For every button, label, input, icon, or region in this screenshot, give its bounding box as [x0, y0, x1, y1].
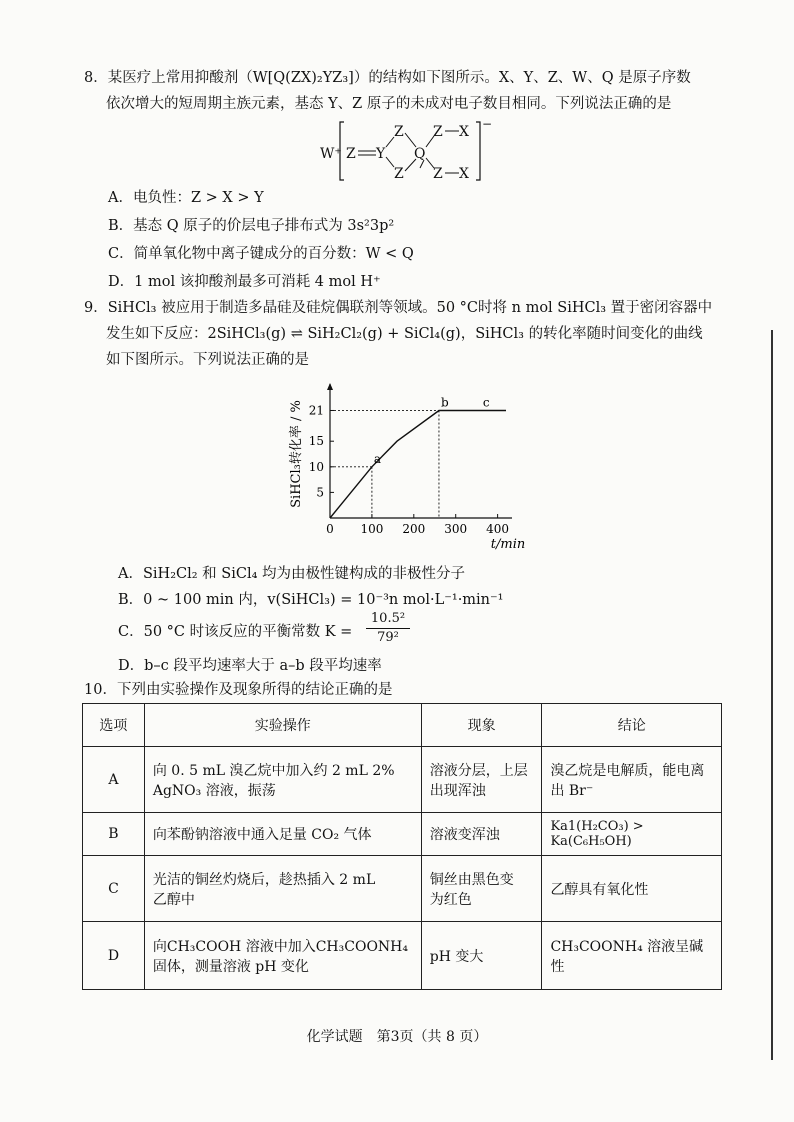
x-axis-label: t/min: [490, 537, 526, 550]
x-tick-label: 200: [402, 522, 426, 536]
header-option: 选项: [83, 704, 145, 747]
row-operation: 光洁的铜丝灼烧后，趁热插入 2 mL 乙醇中: [144, 856, 421, 922]
atom-x1: X: [459, 124, 469, 140]
q8-option-a: A．电负性：Z > X > Y: [108, 190, 264, 206]
fraction-denominator: 79²: [377, 630, 399, 645]
row-key: C: [83, 856, 145, 922]
atom-z2: Z: [394, 124, 404, 140]
header-conclusion: 结论: [542, 704, 722, 747]
header-phenomenon: 现象: [421, 704, 542, 747]
conversion-curve: [330, 411, 506, 519]
conversion-chart: [282, 378, 532, 550]
q9-option-c: C．50 °C 时该反应的平衡常数 K =: [118, 624, 353, 640]
q8-option-c: C．简单氧化物中离子键成分的百分数：W < Q: [108, 246, 414, 262]
point-label-a: a: [373, 451, 382, 466]
x-tick-label: 400: [486, 522, 510, 536]
structure-cation: W⁺: [320, 146, 342, 162]
row-operation: 向 0. 5 mL 溴乙烷中加入约 2 mL 2% AgNO₃ 溶液，振荡: [144, 747, 421, 813]
q9-stem-line1: 9．SiHCl₃ 被应用于制造多晶硅及硅烷偶联剂等领域。50 °C时将 n mol SiHCl₃ 置于密闭容器中: [84, 300, 713, 316]
table-header-row: [83, 704, 722, 747]
table-row: [83, 856, 722, 922]
q9-option-d: D．b–c 段平均速率大于 a–b 段平均速率: [118, 658, 382, 674]
q9-stem-line3: 如下图所示。下列说法正确的是: [106, 352, 309, 368]
q8-structure-diagram: [318, 118, 493, 186]
experiment-table: [82, 703, 722, 990]
row-conclusion: Ka1(H₂CO₃) > Ka(C₆H₅OH): [542, 813, 722, 856]
row-key: D: [83, 922, 145, 990]
y-tick-label: 10: [308, 459, 324, 474]
row-key: B: [83, 813, 145, 856]
y-tick-label: 5: [316, 485, 324, 500]
row-phenomenon: pH 变大: [421, 922, 542, 990]
q9-option-b: B．0 ~ 100 min 内，v(SiHCl₃) = 10⁻³n mol·L⁻¹·min⁻¹: [118, 592, 504, 608]
y-axis-arrow: [327, 383, 333, 390]
x-tick-label: 300: [444, 522, 468, 536]
point-label-c: c: [482, 395, 490, 410]
q8-option-b: B．基态 Q 原子的价层电子排布式为 3s²3p²: [108, 218, 395, 234]
q8-stem-line2: 依次增大的短周期主族元素，基态 Y、Z 原子的未成对电子数目相同。下列说法正确的是: [106, 96, 672, 112]
row-conclusion: CH₃COONH₄ 溶液呈碱性: [542, 922, 722, 990]
atom-q: Q: [414, 146, 426, 162]
row-operation: 向苯酚钠溶液中通入足量 CO₂ 气体: [144, 813, 421, 856]
q9-stem-line2: 发生如下反应：2SiHCl₃(g) ⇌ SiH₂Cl₂(g) + SiCl₄(g)，SiHCl₃ 的转化率随时间变化的曲线: [106, 326, 703, 342]
row-key: A: [83, 747, 145, 813]
table-row: [83, 747, 722, 813]
q8-option-d: D．1 mol 该抑酸剂最多可消耗 4 mol H⁺: [108, 274, 381, 290]
table-row: [83, 813, 722, 856]
atom-z1: Z: [346, 146, 356, 162]
row-operation: 向CH₃COOH 溶液中加入CH₃COONH₄ 固体，测量溶液 pH 变化: [144, 922, 421, 990]
atom-x2: X: [459, 166, 469, 182]
y-axis-label: SiHCl₃转化率 / %: [289, 400, 304, 508]
x-tick-label: 100: [360, 522, 384, 536]
q9-option-a: A．SiH₂Cl₂ 和 SiCl₄ 均为由极性键构成的非极性分子: [118, 566, 465, 582]
header-operation: 实验操作: [144, 704, 421, 747]
fraction-numerator: 10.5²: [366, 610, 410, 629]
atom-z4: Z: [433, 124, 443, 140]
y-tick-label: 15: [308, 434, 324, 449]
point-label-b: b: [440, 395, 449, 410]
equilibrium-fraction: [366, 610, 410, 647]
atom-z5: Z: [433, 166, 443, 182]
structure-charge: −: [482, 118, 493, 131]
y-tick-label: 21: [308, 403, 324, 418]
row-phenomenon: 溶液分层，上层 出现浑浊: [421, 747, 542, 813]
row-conclusion: 乙醇具有氧化性: [542, 856, 722, 922]
atom-z3: Z: [394, 166, 404, 182]
row-phenomenon: 铜丝由黑色变 为红色: [421, 856, 542, 922]
row-phenomenon: 溶液变浑浊: [421, 813, 542, 856]
binding-margin-line: [771, 330, 773, 1060]
q8-stem-line1: 8．某医疗上常用抑酸剂（W[Q(ZX)₂YZ₃]）的结构如下图所示。X、Y、Z、W、Q 是原子序数: [84, 70, 691, 86]
x-tick-label: 0: [326, 522, 334, 536]
atom-y: Y: [376, 146, 386, 162]
q10-stem: 10．下列由实验操作及现象所得的结论正确的是: [84, 682, 393, 698]
table-row: [83, 922, 722, 990]
row-conclusion: 溴乙烷是电解质，能电离 出 Br⁻: [542, 747, 722, 813]
page-footer: 化学试题 第3页（共 8 页）: [306, 1029, 488, 1045]
